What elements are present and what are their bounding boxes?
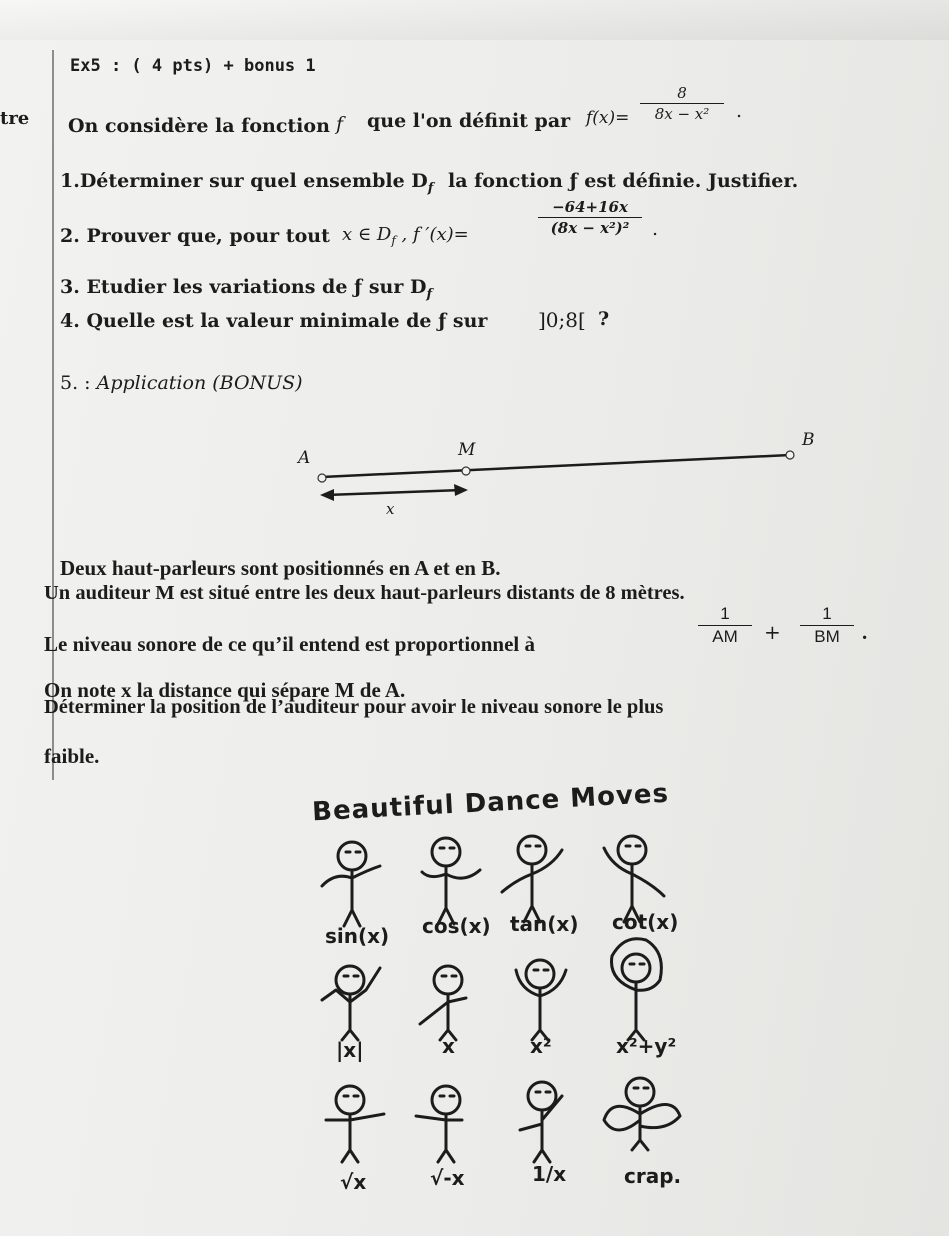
margin-cut-text: tre (0, 108, 30, 129)
question-2-subscript: f (391, 233, 396, 248)
question-4-end: ? (598, 308, 610, 330)
question-1-subscript: f (427, 180, 434, 196)
function-numerator: 8 (677, 84, 687, 102)
label-x: x (442, 1034, 455, 1058)
label-x2-y2: x²+y² (616, 1034, 677, 1058)
figure-x-squared (516, 960, 566, 1040)
intro-f-symbol: f (336, 113, 344, 135)
application-line-5: Déterminer la position de l’auditeur pour avoir le niveau sonore le plus (44, 696, 664, 718)
question-3-subscript: f (426, 286, 433, 302)
label-sin: sin(x) (325, 924, 390, 948)
application-line-6: faible. (44, 744, 100, 768)
application-line-1: Deux haut-parleurs sont positionnés en A et en B. (60, 556, 501, 580)
question-2-domain: x ∈ D (342, 224, 392, 245)
meme-title: Beautiful Dance Moves (311, 778, 670, 828)
question-4-text: 4. Quelle est la valeur minimale de ƒ sur (60, 310, 488, 332)
label-crap: crap. (624, 1164, 682, 1188)
intro-text-2: que l'on définit par (367, 110, 571, 132)
function-lhs: f(x)= (586, 108, 630, 128)
label-x-squared: x² (530, 1034, 552, 1058)
question-2-end: . (652, 218, 659, 240)
derivative-denominator: (8x − x²)² (550, 219, 630, 237)
fraction-2-denominator: BM (814, 627, 840, 646)
application-line-3: Le niveau sonore de ce qu’il entend est proportionnel à (44, 632, 535, 656)
question-2-text: 2. Prouver que, pour tout (60, 225, 330, 247)
figure-tan (502, 836, 562, 922)
plus-sign: + (764, 620, 781, 644)
figure-crap (604, 1078, 680, 1150)
label-cos: cos(x) (422, 914, 491, 938)
function-denominator: 8x − x² (654, 105, 710, 123)
label-m: M (458, 440, 476, 460)
fraction-1-denominator: AM (712, 627, 738, 646)
fraction-1-numerator: 1 (720, 604, 730, 623)
label-reciprocal: 1/x (532, 1162, 567, 1186)
question-3-text: 3. Etudier les variations de ƒ sur D (60, 276, 427, 298)
figure-sqrt-neg-x (416, 1086, 462, 1162)
exercise-title: Ex5 : ( 4 pts) + bonus 1 (70, 56, 316, 76)
intro-end: . (736, 100, 743, 122)
question-1-text: 1.Déterminer sur quel ensemble D (60, 170, 428, 192)
figure-abs (322, 966, 380, 1040)
question-4-interval: ]0;8[ (538, 308, 586, 332)
application-line-2: Un auditeur M est situé entre les deux haut-parleurs distants de 8 mètres. (44, 582, 685, 604)
question-1-rest: la fonction ƒ est définie. Justifier. (447, 170, 799, 192)
derivative-numerator: −64+16x (552, 198, 628, 216)
label-sqrt-neg-x: √-x (430, 1166, 465, 1190)
label-abs: |x| (336, 1038, 364, 1062)
figure-sqrt-x (326, 1086, 384, 1162)
figure-x (420, 966, 466, 1040)
fraction-2-numerator: 1 (822, 604, 832, 623)
figure-circle (612, 939, 662, 1040)
label-tan: tan(x) (510, 912, 579, 936)
label-cot: cot(x) (612, 910, 679, 934)
question-5-number: 5. : (60, 372, 91, 394)
question-2-lhs: , f ′(x)= (401, 224, 469, 245)
application-line-3-end: . (862, 620, 868, 644)
label-b: B (802, 430, 815, 450)
question-5-title: Application (BONUS) (96, 372, 303, 394)
label-sqrt-x: √x (340, 1170, 367, 1194)
figure-cos (422, 838, 480, 924)
label-a: A (298, 448, 311, 468)
intro-text: On considère la fonction (68, 115, 330, 137)
figure-reciprocal (520, 1082, 562, 1162)
figure-sin (322, 842, 380, 926)
label-x: x (386, 500, 395, 518)
application-line-4: On note x la distance qui sépare M de A. (44, 678, 406, 702)
